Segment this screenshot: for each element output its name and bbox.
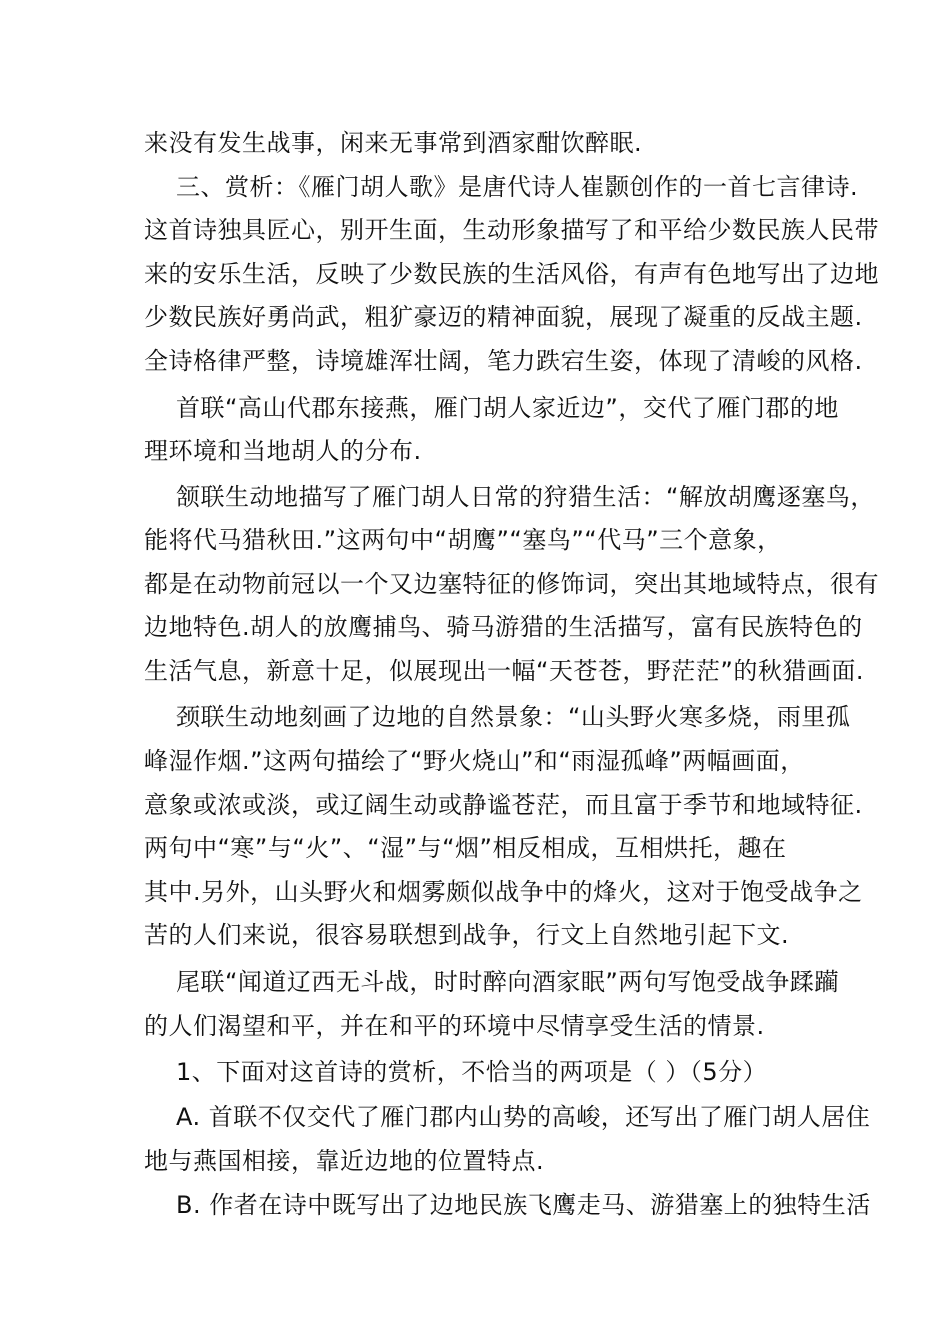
text-line: 苦的人们来说，很容易联想到战争，行文上自然地引起下文. [144,921,790,949]
option-a-line: A. 首联不仅交代了雁门郡内山势的高峻，还写出了雁门胡人居住 [176,1103,871,1131]
text-line: 尾联“闻道辽西无斗战，时时醉向酒家眠”两句写饱受战争蹂躏 [176,968,839,996]
text-line: 颔联生动地描写了雁门胡人日常的狩猎生活：“解放胡鹰逐塞鸟， [176,483,875,511]
text-line: 来的安乐生活，反映了少数民族的生活风俗，有声有色地写出了边地 [144,260,879,288]
text-line: 首联“高山代郡东接燕，雁门胡人家近边”，交代了雁门郡的地 [176,394,839,422]
text-line: 都是在动物前冠以一个又边塞特征的修饰词，突出其地域特点，很有 [144,570,879,598]
text-line: 边地特色.胡人的放鹰捕鸟、骑马游猎的生活描写，富有民族特色的 [144,613,863,641]
text-line: 来没有发生战事，闲来无事常到酒家酣饮醉眠. [144,129,643,157]
text-line: 颈联生动地刻画了边地的自然景象：“山头野火寒多烧，雨里孤 [176,703,851,731]
text-line: 的人们渴望和平，并在和平的环境中尽情享受生活的情景. [144,1012,765,1040]
option-a-line: 地与燕国相接，靠近边地的位置特点. [144,1147,545,1175]
text-line: 理环境和当地胡人的分布. [144,437,422,465]
text-line: 峰湿作烟.”这两句描绘了“野火烧山”和“雨湿孤峰”两幅画面， [144,747,805,775]
text-line: 两句中“寒”与“火”、“湿”与“烟”相反相成，互相烘托，趣在 [144,834,787,862]
question-line: 1、下面对这首诗的赏析，不恰当的两项是（ ）（5分） [176,1058,768,1086]
text-line: 能将代马猎秋田.”这两句中“胡鹰”“塞鸟”“代马”三个意象， [144,526,782,554]
text-line: 其中.另外，山头野火和烟雾颇似战争中的烽火，这对于饱受战争之 [144,878,863,906]
text-line: 生活气息，新意十足，似展现出一幅“天苍苍，野茫茫”的秋猎画面. [144,657,864,685]
text-line: 这首诗独具匠心，别开生面，生动形象描写了和平给少数民族人民带 [144,216,879,244]
text-line: 意象或浓或淡，或辽阔生动或静谧苍茫，而且富于季节和地域特征. [144,791,863,819]
option-b-line: B. 作者在诗中既写出了边地民族飞鹰走马、游猎塞上的独特生活 [176,1191,871,1219]
text-line: 少数民族好勇尚武，粗犷豪迈的精神面貌，展现了凝重的反战主题. [144,303,863,331]
text-line: 全诗格律严整，诗境雄浑壮阔，笔力跌宕生姿，体现了清峻的风格. [144,347,863,375]
section-heading: 三、赏析：《雁门胡人歌》是唐代诗人崔颢创作的一首七言律诗. [176,173,859,201]
